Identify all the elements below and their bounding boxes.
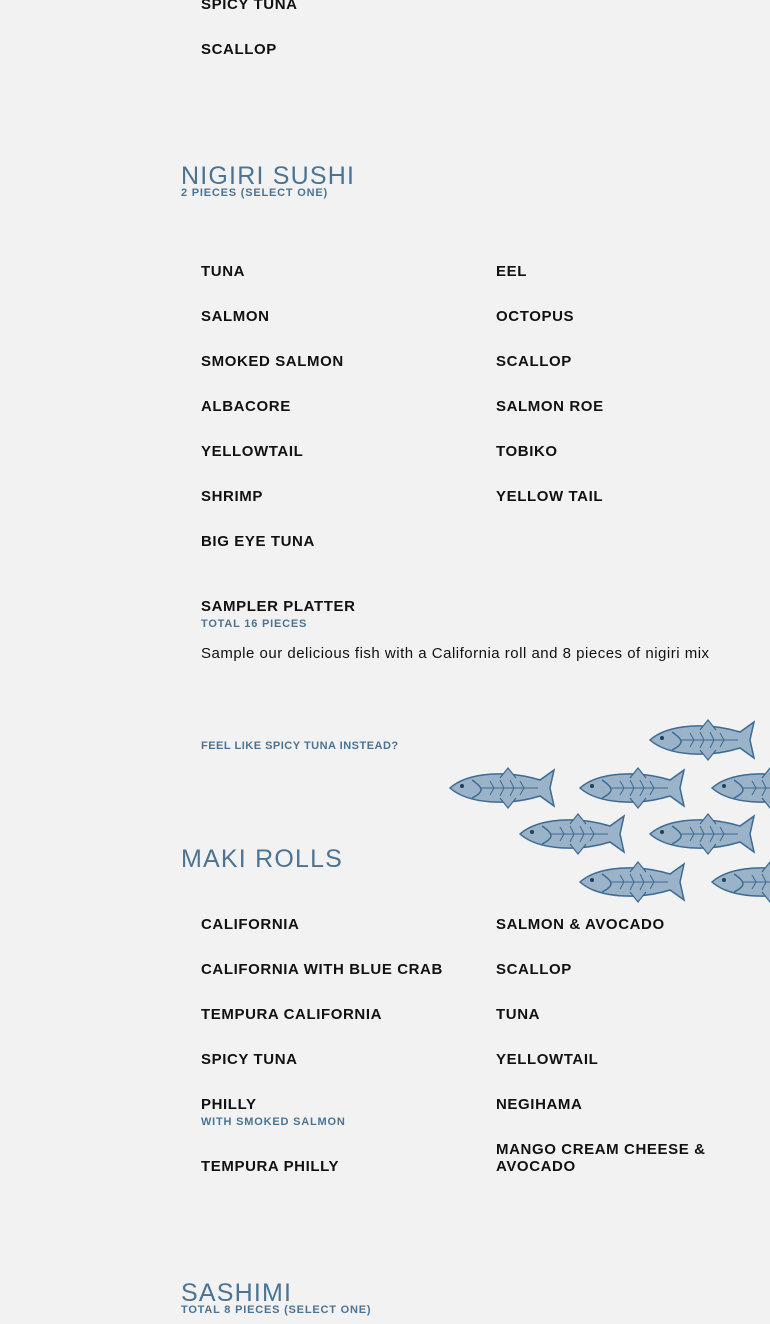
maki-item: PHILLY <box>201 1096 257 1113</box>
maki-item: TUNA <box>496 1006 541 1023</box>
nigiri-item: YELLOW TAIL <box>496 488 604 505</box>
section-title-nigiri: NIGIRI SUSHI <box>181 162 356 190</box>
nigiri-item: SCALLOP <box>496 353 572 370</box>
nigiri-item: TOBIKO <box>496 443 558 460</box>
menu-item-spicy-tuna: SPICY TUNA <box>201 0 298 13</box>
maki-item: SCALLOP <box>496 961 572 978</box>
nigiri-item: TUNA <box>201 263 246 280</box>
nigiri-item: EEL <box>496 263 527 280</box>
maki-item: YELLOWTAIL <box>496 1051 599 1068</box>
spicy-tuna-link[interactable]: FEEL LIKE SPICY TUNA INSTEAD? <box>201 740 399 752</box>
sampler-description: Sample our delicious fish with a California roll and 8 pieces of nigiri mix <box>201 645 710 662</box>
nigiri-item: SMOKED SALMON <box>201 353 344 370</box>
sampler-subtitle: TOTAL 16 PIECES <box>201 618 308 630</box>
maki-item: TEMPURA PHILLY <box>201 1158 340 1175</box>
maki-item: MANGO CREAM CHEESE & AVOCADO <box>496 1141 706 1175</box>
section-subtitle-sashimi: TOTAL 8 PIECES (SELECT ONE) <box>181 1304 372 1316</box>
maki-item: NEGIHAMA <box>496 1096 583 1113</box>
section-subtitle-nigiri: 2 PIECES (SELECT ONE) <box>181 187 328 199</box>
nigiri-item: BIG EYE TUNA <box>201 533 315 550</box>
section-title-maki: MAKI ROLLS <box>181 845 344 873</box>
maki-item-subtitle: WITH SMOKED SALMON <box>201 1116 346 1128</box>
maki-item: CALIFORNIA <box>201 916 300 933</box>
menu-item-scallop: SCALLOP <box>201 41 277 58</box>
nigiri-item: OCTOPUS <box>496 308 575 325</box>
nigiri-item: SALMON <box>201 308 270 325</box>
maki-item: SPICY TUNA <box>201 1051 298 1068</box>
maki-item: TEMPURA CALIFORNIA <box>201 1006 383 1023</box>
maki-item: CALIFORNIA WITH BLUE CRAB <box>201 961 443 978</box>
nigiri-item: SALMON ROE <box>496 398 604 415</box>
nigiri-item: SHRIMP <box>201 488 263 505</box>
sampler-title: SAMPLER PLATTER <box>201 598 356 615</box>
maki-item: SALMON & AVOCADO <box>496 916 665 933</box>
nigiri-item: YELLOWTAIL <box>201 443 304 460</box>
section-title-sashimi: SASHIMI <box>181 1279 293 1307</box>
fish-school-illustration <box>440 710 770 910</box>
nigiri-item: ALBACORE <box>201 398 291 415</box>
